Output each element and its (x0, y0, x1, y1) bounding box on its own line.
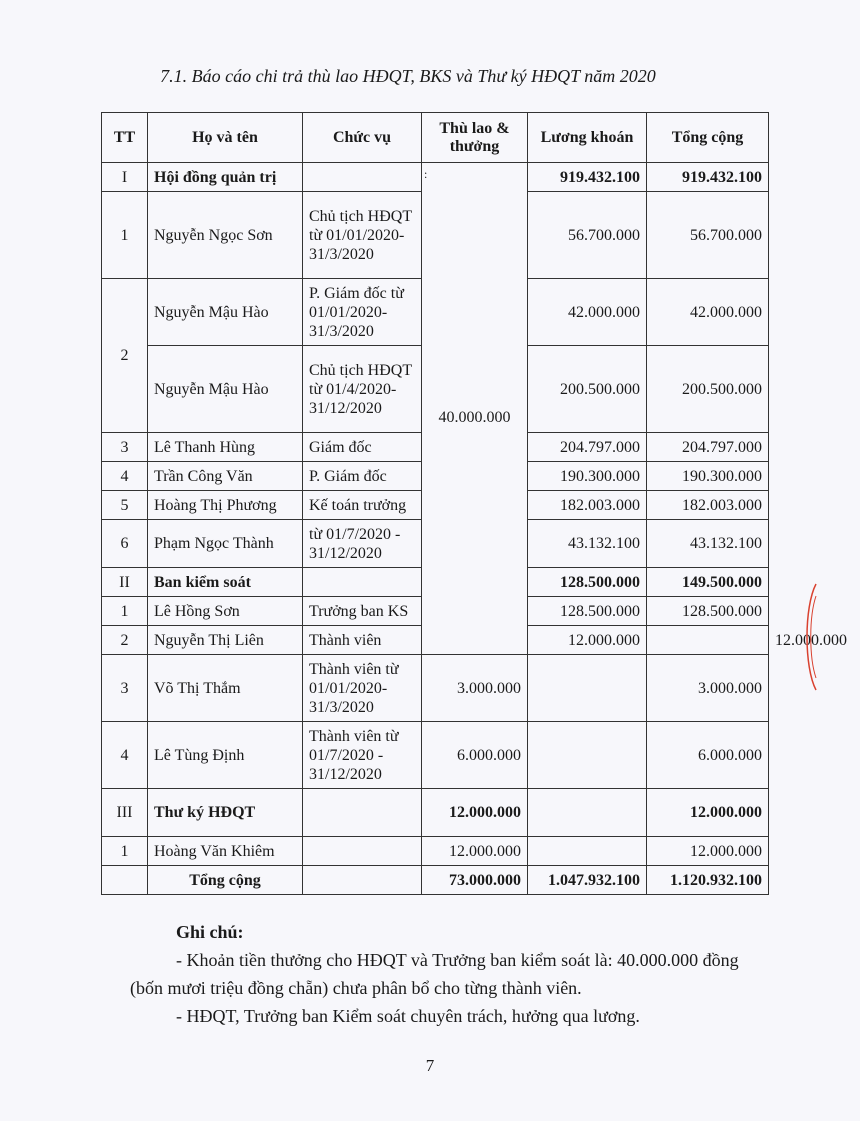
cell-position: Chủ tịch HĐQT từ 01/01/2020-31/3/2020 (303, 192, 422, 279)
cell-name: Võ Thị Thắm (148, 655, 303, 722)
cell-name: Nguyễn Mậu Hào (148, 346, 303, 433)
cell-tt: II (102, 568, 148, 597)
cell-tt: 3 (102, 655, 148, 722)
cell-tt: I (102, 163, 148, 192)
stamp-fragment-icon (802, 582, 816, 692)
cell-tt: 1 (102, 192, 148, 279)
cell-name: Nguyễn Thị Liên (148, 626, 303, 655)
cell-total: 3.000.000 (647, 655, 769, 722)
cell-salary (528, 789, 647, 837)
cell-name: Nguyễn Mậu Hào (148, 279, 303, 346)
cell-position: Thành viên (303, 626, 422, 655)
cell-salary: 204.797.000 (528, 433, 647, 462)
cell-fee-merged (422, 163, 528, 655)
cell-position: P. Giám đốc từ 01/01/2020-31/3/2020 (303, 279, 422, 346)
cell-total: 190.300.000 (647, 462, 769, 491)
header-position: Chức vụ (303, 113, 422, 163)
cell-tt: 4 (102, 722, 148, 789)
section-row (102, 789, 769, 837)
cell-position: Kế toán trưởng (303, 491, 422, 520)
cell-tt: 1 (102, 597, 148, 626)
cell-total: 200.500.000 (647, 346, 769, 433)
header-fee: Thù lao & thưởng (422, 113, 528, 163)
cell-fee: 73.000.000 (422, 866, 528, 895)
cell-name: Hoàng Thị Phương (148, 491, 303, 520)
header-name: Họ và tên (148, 113, 303, 163)
cell-salary (528, 837, 647, 866)
notes-section (130, 918, 750, 1030)
cell-salary (647, 626, 769, 655)
table-row (102, 655, 769, 722)
cell-salary: 200.500.000 (528, 346, 647, 433)
cell-position: Thành viên từ 01/7/2020 - 31/12/2020 (303, 722, 422, 789)
cell-tt: 6 (102, 520, 148, 568)
cell-tt (102, 866, 148, 895)
cell-salary: 128.500.000 (528, 597, 647, 626)
cell-fee: 12.000.000 (422, 789, 528, 837)
cell-name: Hội đồng quản trị (148, 163, 303, 192)
cell-total: 12.000.000 (647, 837, 769, 866)
cell-position: Trưởng ban KS (303, 597, 422, 626)
notes-heading: Ghi chú: (176, 922, 244, 942)
cell-total: 128.500.000 (647, 597, 769, 626)
cell-name: Hoàng Văn Khiêm (148, 837, 303, 866)
page-title: 7.1. Báo cáo chi trả thù lao HĐQT, BKS và Thư ký HĐQT năm 2020 (160, 66, 656, 86)
table-header-row (102, 113, 769, 163)
cell-salary: 190.300.000 (528, 462, 647, 491)
header-salary: Lương khoán (528, 113, 647, 163)
cell-position: Chủ tịch HĐQT từ 01/4/2020-31/12/2020 (303, 346, 422, 433)
cell-name: Lê Thanh Hùng (148, 433, 303, 462)
cell-salary: 42.000.000 (528, 279, 647, 346)
cell-tt: 4 (102, 462, 148, 491)
cell-salary: 919.432.100 (528, 163, 647, 192)
cell-name: Ban kiểm soát (148, 568, 303, 597)
fee-merged-value: 40.000.000 (438, 409, 511, 426)
cell-total: 43.132.100 (647, 520, 769, 568)
page-number: 7 (425, 1056, 435, 1075)
compensation-table (101, 112, 847, 895)
cell-total: 12.000.000 (647, 789, 769, 837)
cell-position: Giám đốc (303, 433, 422, 462)
section-row (102, 163, 769, 192)
cell-name: Thư ký HĐQT (148, 789, 303, 837)
cell-name: Phạm Ngọc Thành (148, 520, 303, 568)
table-row (102, 722, 769, 789)
cell-salary: 43.132.100 (528, 520, 647, 568)
cell-total: 149.500.000 (647, 568, 769, 597)
cell-name: Tổng cộng (148, 866, 303, 895)
cell-position (303, 163, 422, 192)
cell-salary: 128.500.000 (528, 568, 647, 597)
cell-salary: 56.700.000 (528, 192, 647, 279)
cell-total: 182.003.000 (647, 491, 769, 520)
table-row (102, 837, 769, 866)
cell-salary: 182.003.000 (528, 491, 647, 520)
cell-name: Lê Hồng Sơn (148, 597, 303, 626)
cell-total: 6.000.000 (647, 722, 769, 789)
grand-total-row (102, 866, 769, 895)
cell-position (303, 866, 422, 895)
cell-salary (528, 655, 647, 722)
cell-fee: 12.000.000 (422, 837, 528, 866)
cell-fee: 12.000.000 (528, 626, 647, 655)
cell-name: Nguyễn Ngọc Sơn (148, 192, 303, 279)
cell-name: Trần Công Văn (148, 462, 303, 491)
cell-total: 1.120.932.100 (647, 866, 769, 895)
header-total: Tổng cộng (647, 113, 769, 163)
cell-position: Thành viên từ 01/01/2020-31/3/2020 (303, 655, 422, 722)
cell-tt: 1 (102, 837, 148, 866)
header-tt: TT (102, 113, 148, 163)
cell-position: P. Giám đốc (303, 462, 422, 491)
cell-tt: 3 (102, 433, 148, 462)
cell-position (303, 789, 422, 837)
cell-salary: 1.047.932.100 (528, 866, 647, 895)
cell-total: 56.700.000 (647, 192, 769, 279)
cell-salary (528, 722, 647, 789)
cell-position (303, 837, 422, 866)
note-line: - HĐQT, Trưởng ban Kiểm soát chuyên trách, hưởng qua lương. (176, 1006, 640, 1026)
note-line: - Khoản tiền thưởng cho HĐQT và Trưởng ban kiểm soát là: 40.000.000 đồng (bốn mươi triệu đồng chẵn) chưa phân bổ cho từng thành viên. (130, 950, 739, 998)
cell-fee: 3.000.000 (422, 655, 528, 722)
cell-tt: 5 (102, 491, 148, 520)
cell-total: 204.797.000 (647, 433, 769, 462)
cell-tt: III (102, 789, 148, 837)
stamp-inner-arc (811, 596, 816, 678)
cell-name: Lê Tùng Định (148, 722, 303, 789)
table-row: 2 Nguyễn Thị Liên Thành viên 12.000.000 12.000.000 (102, 626, 769, 655)
fee-mark: : (424, 167, 428, 181)
cell-position: từ 01/7/2020 - 31/12/2020 (303, 520, 422, 568)
cell-fee: 6.000.000 (422, 722, 528, 789)
cell-total: 42.000.000 (647, 279, 769, 346)
cell-position (303, 568, 422, 597)
cell-tt: 2 (102, 279, 148, 433)
cell-tt: 2 (102, 626, 148, 655)
cell-total: 919.432.100 (647, 163, 769, 192)
